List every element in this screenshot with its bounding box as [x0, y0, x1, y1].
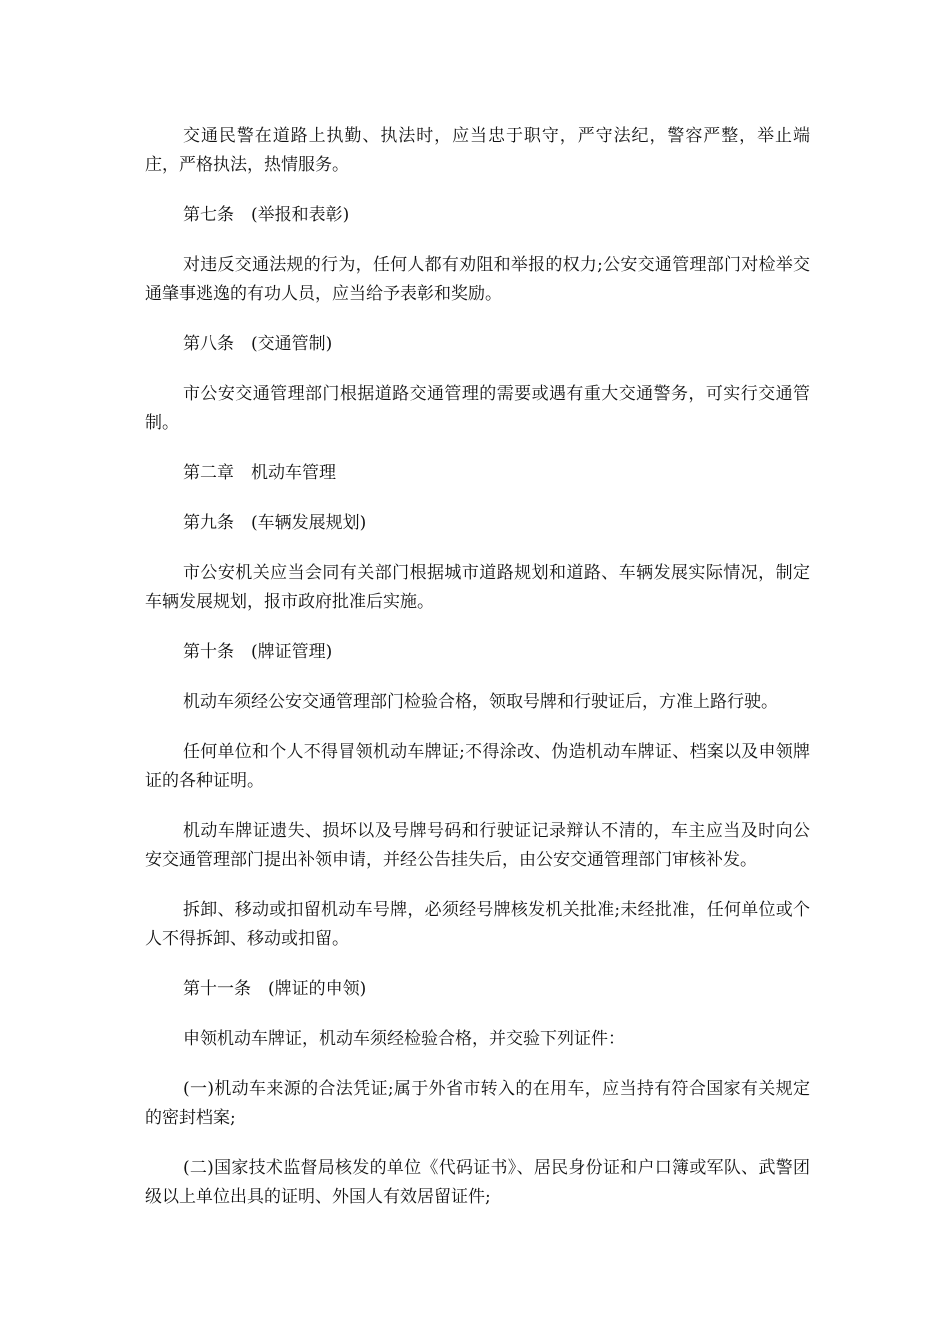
article-11-heading: 第十一条 (牌证的申领)	[183, 979, 367, 999]
paragraph-police-conduct: 交通民警在道路上执勤、执法时，应当忠于职守，严守法纪，警容严整，举止端庄，严格执法，热情服务。	[145, 126, 810, 175]
article-10-heading: 第十条 (牌证管理)	[183, 642, 333, 662]
paragraph-vehicle-plan: 市公安机关应当会同有关部门根据城市道路规划和道路、车辆发展实际情况，制定车辆发展规划，报市政府批准后实施。	[145, 563, 810, 612]
paragraph-report-reward: 对违反交通法规的行为，任何人都有劝阻和举报的权力;公安交通管理部门对检举交通肇事逃逸的有功人员，应当给予表彰和奖励。	[145, 255, 810, 304]
paragraph-inspection: 机动车须经公安交通管理部门检验合格，领取号牌和行驶证后，方准上路行驶。	[183, 692, 778, 712]
paragraph-lost-plates: 机动车牌证遗失、损坏以及号牌号码和行驶证记录辩认不清的，车主应当及时向公安交通管理部门提出补领申请，并经公告挂失后，由公安交通管理部门审核补发。	[145, 821, 810, 870]
article-7-heading: 第七条 (举报和表彰)	[183, 205, 350, 225]
article-8-heading: 第八条 (交通管制)	[183, 334, 333, 354]
paragraph-no-forgery: 任何单位和个人不得冒领机动车牌证;不得涂改、伪造机动车牌证、档案以及申领牌证的各种证明。	[145, 742, 810, 791]
chapter-2-heading: 第二章 机动车管理	[183, 463, 336, 483]
paragraph-traffic-control: 市公安交通管理部门根据道路交通管理的需要或遇有重大交通警务，可实行交通管制。	[145, 384, 810, 433]
paragraph-plate-removal: 拆卸、移动或扣留机动车号牌，必须经号牌核发机关批准;未经批准，任何单位或个人不得拆卸、移动或扣留。	[145, 900, 810, 949]
paragraph-application: 申领机动车牌证，机动车须经检验合格，并交验下列证件：	[183, 1029, 625, 1049]
document-body	[145, 122, 810, 1233]
list-item-1: (一)机动车来源的合法凭证;属于外省市转入的在用车，应当持有符合国家有关规定的密封档案;	[145, 1079, 810, 1128]
list-item-2: (二)国家技术监督局核发的单位《代码证书》、居民身份证和户口簿或军队、武警团级以上单位出具的证明、外国人有效居留证件;	[145, 1158, 810, 1207]
article-9-heading: 第九条 (车辆发展规划)	[183, 513, 367, 533]
